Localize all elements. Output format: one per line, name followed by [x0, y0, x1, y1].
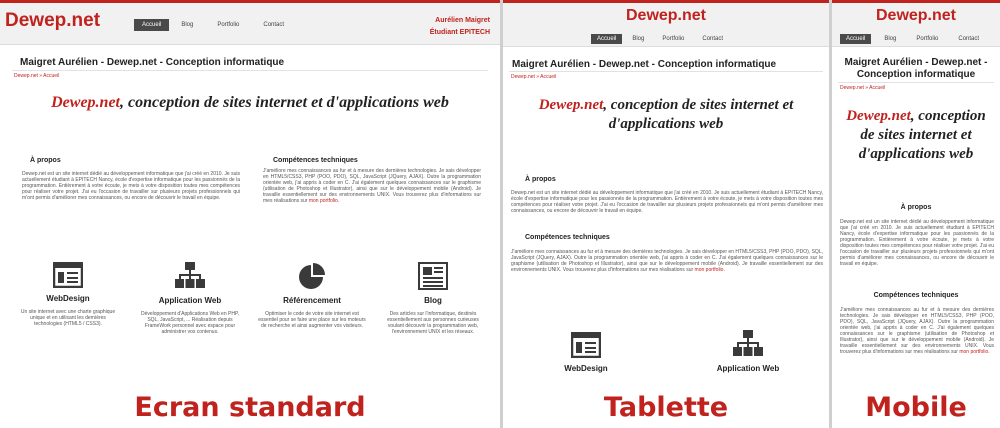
hero-brand: Dewep.net: [538, 97, 604, 113]
feature-title: WebDesign: [46, 294, 90, 303]
webdesign-icon: [53, 262, 83, 288]
nav-blog[interactable]: Blog: [884, 36, 897, 42]
divider: [838, 82, 994, 83]
breadcrumb[interactable]: Dewep.net » Accueil: [511, 74, 557, 80]
main-nav: [840, 34, 982, 44]
nav-blog[interactable]: Blog: [181, 22, 194, 28]
nav-portfolio[interactable]: Portfolio: [916, 36, 939, 42]
divider: [12, 70, 488, 71]
hero-text-3: d'applications web: [858, 146, 974, 162]
hero-text: , conception de sites internet et: [603, 97, 794, 113]
feature-desc: Développement d'Applications Web en PHP, SQL, JavaScript, ... Réalisation depuis FrameWork personnel avec espace pour administrer vos contenus.: [140, 311, 240, 335]
nav-accueil[interactable]: Accueil: [134, 19, 169, 31]
feature-webdesign: [20, 262, 116, 327]
skills-text: J'améliore mes connaissances au fur et à mesure des dernières technologies. Je sais développer en HTML5/CSS3, PHP (POO, PDO), SQL, JavaScript (JQuery, AJAX). Outre la programmation orientée web, j'ai appris à coder en C. J'ai également quelques connaissances sur le graphisme (utilisation de Photoshop et Illustrator), ainsi que sur le développement mobile (Android). Je travaille essentiellement sur des environnements UNIX. Vous trouverez plus d'informations sur mes réalisations sur mon portfolio.: [263, 168, 481, 204]
about-title: À propos: [525, 176, 556, 183]
hero-text: , conception: [910, 108, 986, 124]
feature-application-web: [703, 330, 793, 373]
about-text: Dewep.net est un site internet dédié au développement informatique que j'ai créé en 2010. Je suis actuellement étudiant à EPITECH Nancy, école d'expertise informatique pour les passionnés de la programmation. Entièrement à votre écoute, je mets à votre disposition toutes mes compétences pour réaliser votre projet. J'ai eu l'occasion de travailler sur plusieurs projets professionnels qui m'ont permis d'améliorer mes connaissances, ou encore de découvrir le travail en équipe.: [840, 219, 994, 267]
referencement-icon: [297, 262, 327, 290]
feature-webdesign: [551, 332, 621, 373]
nav-contact[interactable]: Contact: [702, 36, 724, 42]
site-logo[interactable]: Dewep.net: [625, 7, 706, 24]
nav-portfolio[interactable]: Portfolio: [217, 22, 240, 28]
feature-title: Application Web: [716, 364, 780, 373]
feature-title: Application Web: [158, 296, 222, 305]
nav-accueil[interactable]: Accueil: [591, 34, 622, 44]
about-title: À propos: [900, 204, 932, 211]
site-header: [0, 3, 500, 45]
breadcrumb[interactable]: Dewep.net » Accueil: [14, 73, 60, 79]
user-name: Aurélien Maigret: [435, 17, 490, 24]
site-header: [832, 3, 1000, 47]
hero-title: [832, 107, 1000, 164]
page-title-line-1: Maigret Aurélien - Dewep.net -: [844, 57, 988, 68]
portfolio-link[interactable]: mon portfolio: [308, 198, 338, 204]
feature-title: Blog: [424, 296, 442, 305]
feature-title: WebDesign: [564, 364, 608, 373]
nav-contact[interactable]: Contact: [958, 36, 980, 42]
caption-standard: Ecran standard: [0, 388, 500, 428]
application-web-icon: [175, 262, 205, 290]
skills-text: J'améliore mes connaissances au fur et à mesure des dernières technologies. Je sais développer en HTML5/CSS3, PHP (POO, PDO), SQL, JavaScript (JQuery, AJAX). Outre la programmation orientée web, j'ai appris à coder en C. J'ai également quelques connaissances sur le graphisme (utilisation de Photoshop et Illustrator), ainsi que sur le développement mobile (Android). Je travaille essentiellement sur des environnements UNIX. Vous trouverez plus d'informations sur mes réalisations sur mon portfolio.: [511, 249, 823, 273]
hero-title: [0, 94, 500, 112]
about-title: À propos: [30, 157, 61, 164]
user-role: Étudiant EPITECH: [429, 29, 490, 36]
main-nav: [591, 34, 727, 44]
skills-title: Compétences techniques: [873, 292, 959, 299]
hero-title: [503, 96, 829, 134]
hero-brand: Dewep.net: [51, 94, 120, 111]
feature-desc: Des articles sur l'informatique, destinés essentiellement aux personnes curieuses voulant découvrir la programmation web, l'environnement UNIX et les réseaux.: [387, 311, 479, 335]
mobile-mockup: [832, 0, 1000, 428]
webdesign-icon: [571, 332, 601, 358]
feature-title: Référencement: [283, 296, 341, 305]
caption-mobile: Mobile: [832, 388, 1000, 428]
nav-portfolio[interactable]: Portfolio: [662, 36, 685, 42]
caption-tablet: Tablette: [503, 388, 829, 428]
feature-application-web: [136, 262, 244, 335]
nav-accueil[interactable]: Accueil: [840, 34, 871, 44]
skills-text: J'améliore mes connaissances au fur et à mesure des dernières technologies. Je sais développer en HTML5/CSS3, PHP (POO, PDO), SQL, JavaScript (JQuery, AJAX). Outre la programmation orientée web, j'ai appris à coder en C. J'ai également quelques connaissances sur le graphisme (utilisation de Photoshop et Illustrator), ainsi que sur le développement mobile (Android). Je travaille essentiellement sur des environnements UNIX. Vous trouverez plus d'informations sur mes réalisations sur mon portfolio.: [840, 307, 994, 355]
breadcrumb[interactable]: Dewep.net » Accueil: [840, 85, 886, 91]
hero-text-2: d'applications web: [608, 116, 724, 132]
feature-desc: Optimiser le code de votre site internet est essentiel pour se faire une place sur les moteurs de recherche et ainsi augmenter vos visiteurs.: [258, 311, 366, 329]
application-web-icon: [733, 330, 763, 358]
hero-brand: Dewep.net: [846, 108, 911, 124]
site-header: [503, 3, 829, 47]
about-text: Dewep.net est un site internet dédié au développement informatique que j'ai créé en 2010. Je suis actuellement étudiant à EPITECH Nancy, école d'expertise informatique pour les passionnés de la programmation. Entièrement à votre écoute, je mets à votre disposition toutes mes compétences pour réaliser votre projet. J'ai eu l'occasion de travailler sur plusieurs projets professionnels qui m'ont permis d'améliorer mes connaissances, ou encore de découvrir le travail en équipe.: [22, 171, 240, 201]
nav-contact[interactable]: Contact: [263, 22, 285, 28]
hero-text: , conception de sites internet et d'applications web: [120, 94, 449, 111]
page-title: [832, 57, 1000, 81]
feature-blog: [380, 262, 486, 335]
page-title-line-2: Conception informatique: [856, 69, 976, 80]
hero-text-2: de sites internet et: [860, 127, 972, 143]
feature-desc: Un site internet avec une charte graphique unique et en utilisant les dernières technologies (HTML5 / CSS3).: [20, 309, 116, 327]
divider: [509, 71, 823, 72]
page-title: Maigret Aurélien - Dewep.net - Conception informatique: [512, 59, 777, 70]
portfolio-link[interactable]: mon portfolio: [959, 349, 989, 355]
site-logo[interactable]: Dewep.net: [5, 10, 101, 31]
blog-icon: [418, 262, 448, 290]
site-logo[interactable]: Dewep.net: [875, 7, 956, 24]
feature-referencement: [258, 262, 366, 329]
skills-title: Compétences techniques: [525, 234, 610, 241]
nav-blog[interactable]: Blog: [632, 36, 645, 42]
about-text: Dewep.net est un site internet dédié au développement informatique que j'ai créé en 2010. Je suis actuellement étudiant à EPITECH Nancy, école d'expertise informatique pour les passionnés de la programmation. Entièrement à votre écoute, je mets à votre disposition toutes mes compétences pour réaliser votre projet. J'ai eu l'occasion de travailler sur plusieurs projets professionnels qui m'ont permis d'améliorer mes connaissances, ou encore de découvrir le travail en équipe.: [511, 190, 823, 214]
portfolio-link[interactable]: mon portfolio: [694, 267, 724, 273]
tablet-mockup: [503, 0, 829, 428]
page-title: Maigret Aurélien - Dewep.net - Conception informatique: [20, 57, 285, 68]
main-nav: [134, 19, 290, 31]
skills-title: Compétences techniques: [273, 157, 358, 164]
